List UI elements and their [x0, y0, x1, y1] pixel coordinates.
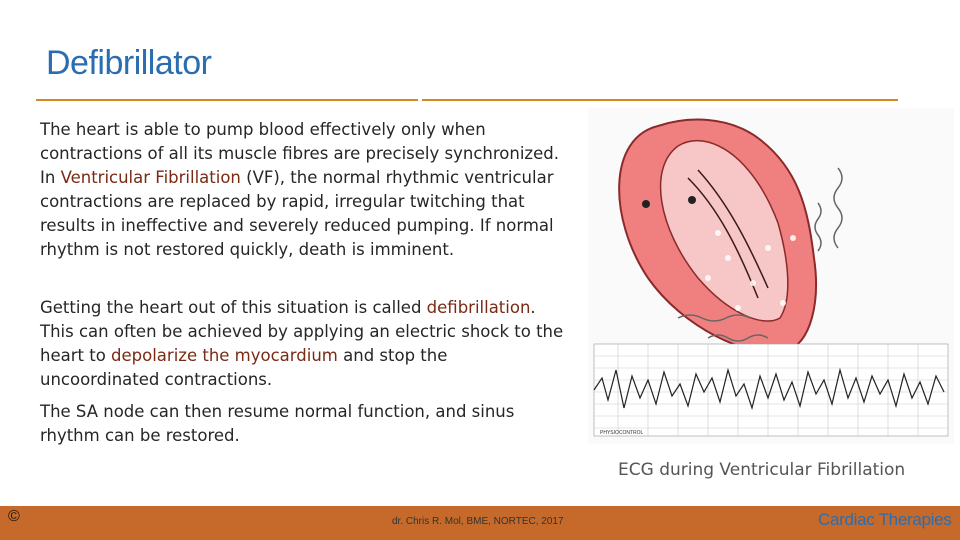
- title-underline-left: [36, 99, 418, 101]
- p1-text-2: (VF), the normal rhythmic ventricular contractions are replaced by rapid, irregular twitching that results in ineffective and severely reduced pumping. If normal rhythm is not restored quickly, death is imminent.: [40, 168, 554, 259]
- paragraph-vf: [40, 118, 570, 262]
- p2-highlight-2: depolarize the myocardium: [111, 346, 338, 365]
- p1-highlight: Ventricular Fibrillation: [60, 168, 241, 187]
- heart-ecg-figure: [588, 108, 954, 444]
- slide-title: Defibrillator: [46, 44, 212, 82]
- figure-caption: ECG during Ventricular Fibrillation: [618, 460, 906, 480]
- p2-highlight-1: defibrillation: [426, 298, 531, 317]
- copyright-symbol: ©: [8, 508, 20, 525]
- p1-text-1: The heart is able to pump blood effectively only when contractions of all its muscle fibres are precisely synchronized. In: [40, 120, 559, 187]
- p2-text-1: Getting the heart out of this situation is called: [40, 298, 427, 317]
- p2-text-2: . This can often be achieved by applying an electric shock to the heart to: [40, 298, 564, 365]
- title-underline-right: [422, 99, 898, 101]
- footer-credit: dr. Chris R. Mol, BME, NORTEC, 2017: [392, 516, 564, 527]
- footer-brand: Cardiac Therapies: [818, 510, 952, 529]
- paragraph-sa-node: The SA node can then resume normal function, and sinus rhythm can be restored.: [40, 402, 515, 445]
- paragraph-defibrillation: [40, 296, 570, 392]
- figure-label: PHYSIOCONTROL: [600, 430, 644, 436]
- p2-text-3: and stop the uncoordinated contractions.: [40, 346, 448, 389]
